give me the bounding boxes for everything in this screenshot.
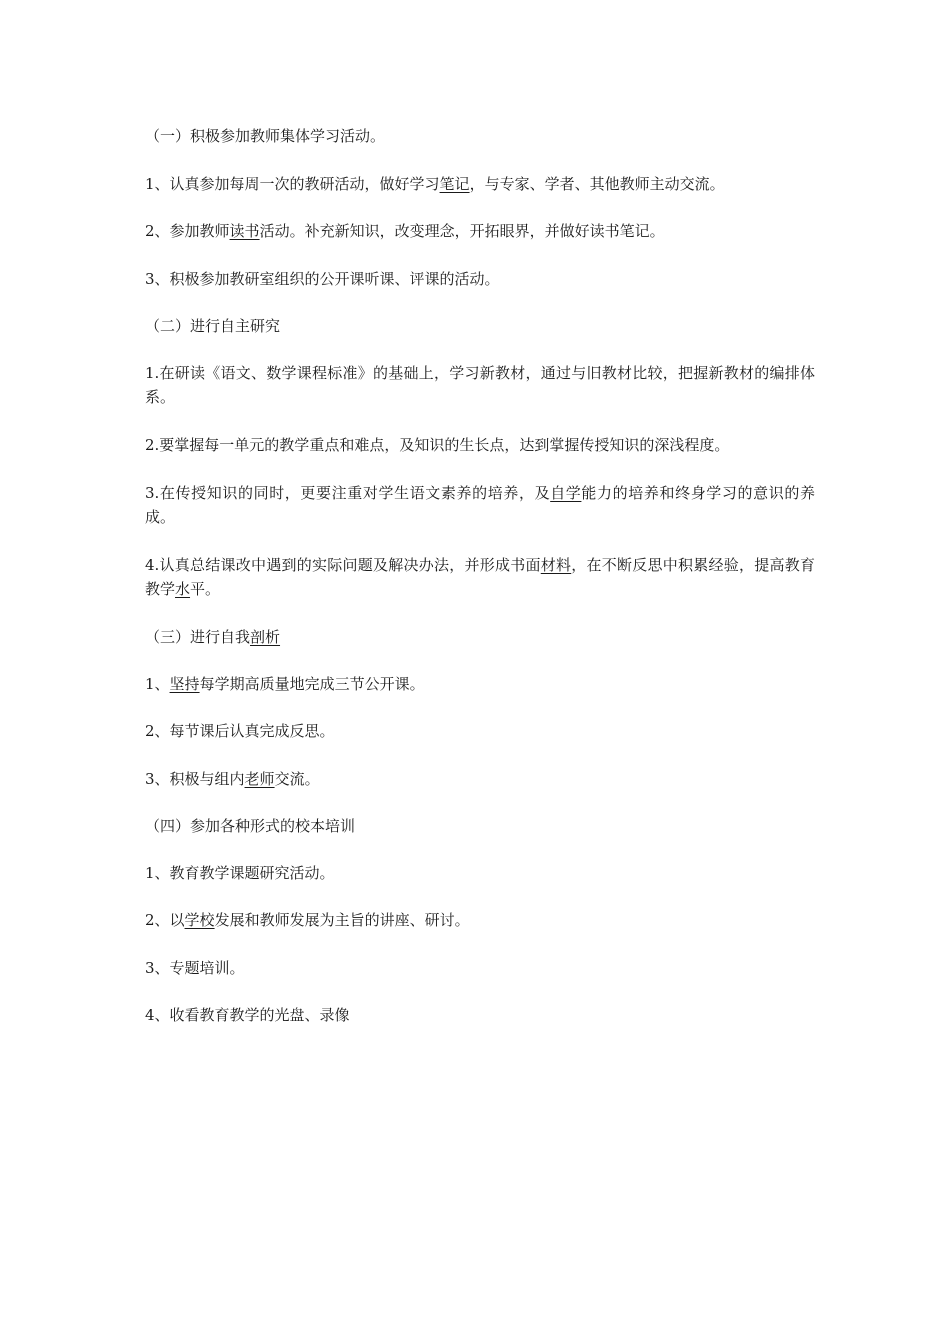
underlined-link[interactable]: 材料 [540,556,572,574]
paragraph-text: 每学期高质量地完成三节公开课。 [199,675,425,693]
section-heading-2 [145,314,815,338]
section-heading-text: （四）参加各种形式的校本培训 [145,817,356,835]
section-heading-text: （一）积极参加教师集体学习活动。 [145,127,386,145]
section-heading-3 [145,625,815,649]
paragraph-text: 2、参加教师 [145,222,230,240]
paragraph-2-2 [145,433,815,457]
paragraph-text: 4、收看教育教学的光盘、录像 [145,1006,350,1024]
paragraph-3-2 [145,719,815,743]
paragraph-1-2 [145,219,815,243]
underlined-link[interactable]: 读书 [229,222,260,240]
underlined-link[interactable]: 自学 [550,484,582,502]
paragraph-4-4 [145,1003,815,1027]
paragraph-text: 3、专题培训。 [145,959,245,977]
paragraph-4-3 [145,956,815,980]
paragraph-text: ，在不断反思中积累经验，提高教育教学 [145,556,815,598]
paragraph-4-2 [145,908,815,932]
paragraph-text: 3、积极参加教研室组织的公开课听课、评课的活动。 [145,270,500,288]
paragraph-text: 2.要掌握每一单元的教学重点和难点，及知识的生长点，达到掌握传授知识的深浅程度。 [145,436,730,454]
paragraph-text: 1、 [145,675,170,693]
section-heading-1 [145,124,815,148]
paragraph-text: 活动。补充新知识，改变理念，开拓眼界，并做好读书笔记。 [259,222,665,240]
paragraph-text: 2、每节课后认真完成反思。 [145,722,335,740]
paragraph-1-1 [145,172,815,196]
paragraph-text: ，与专家、学者、其他教师主动交流。 [469,175,725,193]
paragraph-text: 1、教育教学课题研究活动。 [145,864,335,882]
section-heading-4 [145,814,815,838]
paragraph-text: 2、以 [145,911,185,929]
underlined-link[interactable]: 剖析 [250,628,281,646]
paragraph-1-3 [145,267,815,291]
paragraph-text: 3、积极与组内 [145,770,245,788]
section-heading-text: （三）进行自我 [145,628,251,646]
paragraph-text: 3.在传授知识的同时，更要注重对学生语文素养的培养，及 [145,484,551,502]
paragraph-3-1 [145,672,815,696]
paragraph-2-1 [145,361,815,409]
paragraph-2-4 [145,553,815,601]
underlined-link[interactable]: 老师 [244,770,275,788]
paragraph-4-1 [145,861,815,885]
underlined-link[interactable]: 水 [175,580,191,598]
paragraph-3-3 [145,767,815,791]
paragraph-text: 1、认真参加每周一次的教研活动，做好学习 [145,175,440,193]
section-heading-text: （二）进行自主研究 [145,317,281,335]
paragraph-text: 4.认真总结课改中遇到的实际问题及解决办法，并形成书面 [145,556,541,574]
paragraph-text: 交流。 [274,770,320,788]
underlined-link[interactable]: 笔记 [439,175,470,193]
paragraph-text: 1.在研读《语文、数学课程标准》的基础上，学习新教材，通过与旧教材比较，把握新教材的编排体系。 [145,364,815,406]
paragraph-2-3 [145,481,815,529]
paragraph-text: 发展和教师发展为主旨的讲座、研讨。 [214,911,470,929]
underlined-link[interactable]: 学校 [184,911,215,929]
paragraph-text: 能力的培养和终身学习的意识的养成。 [145,484,815,526]
paragraph-text: 平。 [190,580,221,598]
underlined-link[interactable]: 坚持 [169,675,200,693]
